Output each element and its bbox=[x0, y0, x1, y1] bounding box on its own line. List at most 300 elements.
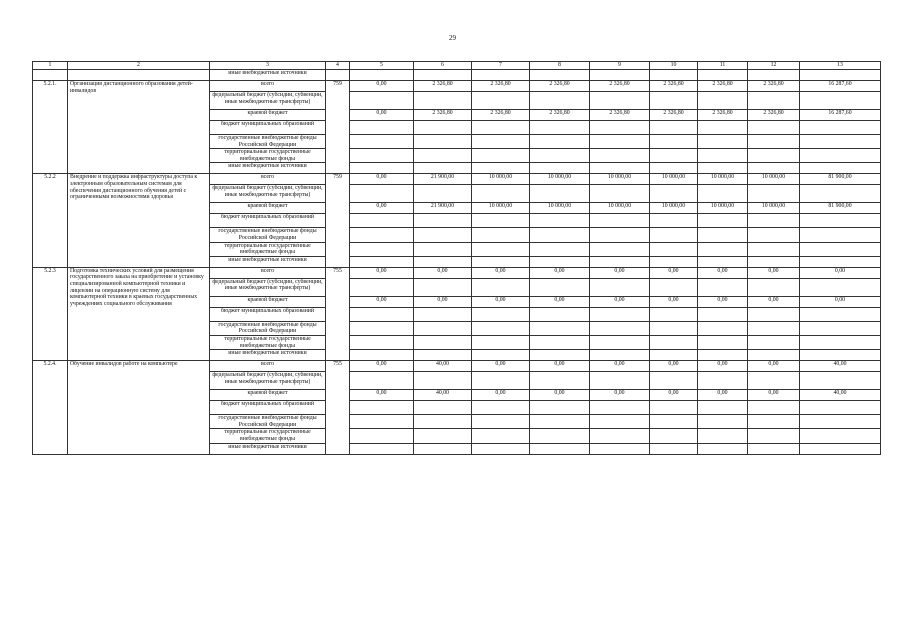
total-amount-cell bbox=[800, 135, 881, 149]
amount-cell bbox=[472, 163, 530, 174]
amount-cell bbox=[650, 135, 698, 149]
amount-cell bbox=[530, 228, 590, 242]
empty-cell bbox=[414, 70, 472, 81]
funding-source-label: территориальные государственные внебюджетные фонды bbox=[210, 149, 326, 163]
amount-cell bbox=[414, 321, 472, 335]
carry-over-row bbox=[33, 70, 881, 81]
amount-cell: 2 326,80 bbox=[698, 81, 748, 92]
amount-cell: 2 326,80 bbox=[414, 110, 472, 121]
amount-cell: 0,00 bbox=[530, 267, 590, 278]
amount-cell: 0,00 bbox=[748, 361, 800, 372]
amount-cell bbox=[748, 443, 800, 454]
administrator-code: 759 bbox=[326, 174, 350, 267]
amount-cell bbox=[530, 278, 590, 296]
amount-cell bbox=[698, 429, 748, 443]
amount-cell bbox=[414, 335, 472, 349]
amount-cell bbox=[350, 185, 414, 203]
amount-cell bbox=[530, 149, 590, 163]
amount-cell bbox=[650, 242, 698, 256]
amount-cell: 10 000,00 bbox=[472, 203, 530, 214]
amount-cell bbox=[350, 163, 414, 174]
amount-cell bbox=[590, 149, 650, 163]
empty-cell bbox=[590, 70, 650, 81]
amount-cell: 0,00 bbox=[472, 361, 530, 372]
total-amount-cell: 40,00 bbox=[800, 361, 881, 372]
amount-cell bbox=[650, 307, 698, 321]
funding-source-label: всего bbox=[210, 81, 326, 92]
funding-source-label: иные внебюджетные источники bbox=[210, 443, 326, 454]
amount-cell bbox=[590, 372, 650, 390]
measure-total-row bbox=[33, 174, 881, 185]
amount-cell: 0,00 bbox=[590, 267, 650, 278]
total-amount-cell bbox=[800, 321, 881, 335]
amount-cell bbox=[350, 443, 414, 454]
column-header: 4 bbox=[326, 62, 350, 70]
column-header: 9 bbox=[590, 62, 650, 70]
amount-cell bbox=[748, 92, 800, 110]
total-amount-cell: 16 287,60 bbox=[800, 110, 881, 121]
empty-cell bbox=[698, 70, 748, 81]
total-amount-cell bbox=[800, 149, 881, 163]
amount-cell bbox=[748, 242, 800, 256]
amount-cell bbox=[698, 121, 748, 135]
amount-cell: 0,00 bbox=[350, 174, 414, 185]
amount-cell bbox=[650, 214, 698, 228]
amount-cell bbox=[414, 350, 472, 361]
funding-source-label: иные внебюджетные источники bbox=[210, 350, 326, 361]
funding-source-label: краевой бюджет bbox=[210, 296, 326, 307]
amount-cell bbox=[530, 415, 590, 429]
funding-source-label: иные внебюджетные источники bbox=[210, 163, 326, 174]
amount-cell bbox=[590, 185, 650, 203]
measure-number: 5.2.3 bbox=[33, 267, 68, 360]
funding-source-label: территориальные государственные внебюджетные фонды bbox=[210, 429, 326, 443]
amount-cell bbox=[748, 149, 800, 163]
funding-source-label: бюджет муниципальных образований bbox=[210, 214, 326, 228]
column-header: 2 bbox=[68, 62, 210, 70]
column-header-row bbox=[33, 62, 881, 70]
amount-cell bbox=[472, 321, 530, 335]
amount-cell bbox=[650, 92, 698, 110]
amount-cell bbox=[698, 415, 748, 429]
total-amount-cell: 40,00 bbox=[800, 390, 881, 401]
amount-cell: 0,00 bbox=[748, 267, 800, 278]
empty-cell bbox=[650, 70, 698, 81]
empty-cell bbox=[68, 70, 210, 81]
amount-cell: 10 000,00 bbox=[650, 203, 698, 214]
amount-cell bbox=[590, 121, 650, 135]
total-amount-cell: 16 287,60 bbox=[800, 81, 881, 92]
funding-source-label: бюджет муниципальных образований bbox=[210, 401, 326, 415]
total-amount-cell bbox=[800, 415, 881, 429]
amount-cell: 10 000,00 bbox=[530, 174, 590, 185]
amount-cell bbox=[650, 321, 698, 335]
amount-cell: 10 000,00 bbox=[530, 203, 590, 214]
amount-cell: 0,00 bbox=[698, 361, 748, 372]
amount-cell bbox=[472, 443, 530, 454]
amount-cell bbox=[650, 372, 698, 390]
amount-cell bbox=[350, 135, 414, 149]
amount-cell: 0,00 bbox=[698, 296, 748, 307]
column-header: 10 bbox=[650, 62, 698, 70]
amount-cell bbox=[650, 149, 698, 163]
amount-cell bbox=[748, 121, 800, 135]
amount-cell bbox=[472, 92, 530, 110]
amount-cell bbox=[698, 256, 748, 267]
amount-cell bbox=[698, 185, 748, 203]
amount-cell bbox=[414, 429, 472, 443]
amount-cell bbox=[530, 372, 590, 390]
total-amount-cell bbox=[800, 401, 881, 415]
amount-cell bbox=[590, 443, 650, 454]
amount-cell: 2 326,80 bbox=[590, 81, 650, 92]
funding-source-label: государственные внебюджетные фонды Российской Федерации bbox=[210, 135, 326, 149]
amount-cell bbox=[350, 335, 414, 349]
amount-cell: 10 000,00 bbox=[698, 203, 748, 214]
amount-cell bbox=[350, 92, 414, 110]
total-amount-cell bbox=[800, 121, 881, 135]
funding-source-label: иные внебюджетные источники bbox=[210, 256, 326, 267]
total-amount-cell: 81 900,00 bbox=[800, 203, 881, 214]
amount-cell: 0,00 bbox=[350, 110, 414, 121]
amount-cell: 0,00 bbox=[472, 390, 530, 401]
amount-cell bbox=[590, 214, 650, 228]
administrator-code: 755 bbox=[326, 361, 350, 454]
total-amount-cell: 0,00 bbox=[800, 296, 881, 307]
total-amount-cell bbox=[800, 429, 881, 443]
amount-cell bbox=[698, 149, 748, 163]
amount-cell bbox=[748, 163, 800, 174]
amount-cell bbox=[350, 429, 414, 443]
empty-cell bbox=[33, 70, 68, 81]
amount-cell bbox=[472, 256, 530, 267]
amount-cell: 2 326,80 bbox=[590, 110, 650, 121]
amount-cell bbox=[414, 401, 472, 415]
amount-cell bbox=[414, 135, 472, 149]
total-amount-cell bbox=[800, 163, 881, 174]
measure-total-row bbox=[33, 361, 881, 372]
amount-cell bbox=[650, 256, 698, 267]
amount-cell bbox=[590, 401, 650, 415]
total-amount-cell bbox=[800, 307, 881, 321]
amount-cell bbox=[472, 135, 530, 149]
amount-cell: 0,00 bbox=[350, 267, 414, 278]
funding-source-label: краевой бюджет bbox=[210, 390, 326, 401]
amount-cell bbox=[698, 228, 748, 242]
amount-cell: 10 000,00 bbox=[590, 203, 650, 214]
amount-cell: 0,00 bbox=[414, 296, 472, 307]
amount-cell bbox=[350, 415, 414, 429]
total-amount-cell bbox=[800, 185, 881, 203]
amount-cell: 40,00 bbox=[414, 361, 472, 372]
amount-cell bbox=[530, 350, 590, 361]
amount-cell: 10 000,00 bbox=[698, 174, 748, 185]
amount-cell bbox=[748, 429, 800, 443]
empty-cell bbox=[748, 70, 800, 81]
amount-cell bbox=[414, 228, 472, 242]
column-header: 5 bbox=[350, 62, 414, 70]
amount-cell bbox=[698, 372, 748, 390]
amount-cell bbox=[650, 429, 698, 443]
amount-cell bbox=[530, 335, 590, 349]
total-amount-cell bbox=[800, 242, 881, 256]
measure-total-row bbox=[33, 267, 881, 278]
amount-cell bbox=[748, 415, 800, 429]
measure-name: Организация дистанционного образования детей-инвалидов bbox=[68, 81, 210, 174]
amount-cell bbox=[650, 350, 698, 361]
amount-cell bbox=[530, 92, 590, 110]
amount-cell: 0,00 bbox=[698, 267, 748, 278]
amount-cell bbox=[414, 163, 472, 174]
amount-cell: 0,00 bbox=[472, 267, 530, 278]
funding-source-label: государственные внебюджетные фонды Российской Федерации bbox=[210, 415, 326, 429]
amount-cell: 0,00 bbox=[350, 361, 414, 372]
amount-cell bbox=[650, 443, 698, 454]
amount-cell: 10 000,00 bbox=[472, 174, 530, 185]
amount-cell: 0,00 bbox=[414, 267, 472, 278]
column-header: 1 bbox=[33, 62, 68, 70]
funding-source-label: федеральный бюджет (субсидии, субвенции, иные межбюджетные трансферты) bbox=[210, 278, 326, 296]
amount-cell bbox=[530, 242, 590, 256]
amount-cell bbox=[698, 214, 748, 228]
amount-cell: 21 900,00 bbox=[414, 203, 472, 214]
funding-source-label: краевой бюджет bbox=[210, 203, 326, 214]
funding-source-label: бюджет муниципальных образований bbox=[210, 121, 326, 135]
amount-cell: 10 000,00 bbox=[590, 174, 650, 185]
amount-cell: 0,00 bbox=[350, 81, 414, 92]
amount-cell bbox=[748, 214, 800, 228]
amount-cell: 0,00 bbox=[472, 296, 530, 307]
funding-source-label: территориальные государственные внебюджетные фонды bbox=[210, 335, 326, 349]
amount-cell bbox=[472, 278, 530, 296]
amount-cell: 2 326,80 bbox=[748, 110, 800, 121]
total-amount-cell: 81 900,00 bbox=[800, 174, 881, 185]
amount-cell bbox=[590, 429, 650, 443]
amount-cell: 40,00 bbox=[414, 390, 472, 401]
amount-cell: 2 326,80 bbox=[414, 81, 472, 92]
amount-cell bbox=[350, 372, 414, 390]
amount-cell: 0,00 bbox=[748, 390, 800, 401]
funding-source-label: федеральный бюджет (субсидии, субвенции, иные межбюджетные трансферты) bbox=[210, 185, 326, 203]
amount-cell bbox=[350, 242, 414, 256]
amount-cell bbox=[590, 92, 650, 110]
amount-cell bbox=[698, 321, 748, 335]
amount-cell bbox=[650, 278, 698, 296]
amount-cell: 21 900,00 bbox=[414, 174, 472, 185]
total-amount-cell bbox=[800, 256, 881, 267]
total-amount-cell: 0,00 bbox=[800, 267, 881, 278]
funding-source-label: бюджет муниципальных образований bbox=[210, 307, 326, 321]
amount-cell bbox=[590, 307, 650, 321]
administrator-code: 755 bbox=[326, 267, 350, 360]
total-amount-cell bbox=[800, 443, 881, 454]
amount-cell bbox=[650, 401, 698, 415]
column-header: 12 bbox=[748, 62, 800, 70]
amount-cell: 0,00 bbox=[530, 361, 590, 372]
amount-cell bbox=[472, 335, 530, 349]
amount-cell bbox=[530, 135, 590, 149]
amount-cell bbox=[748, 135, 800, 149]
amount-cell bbox=[748, 307, 800, 321]
amount-cell: 2 326,80 bbox=[472, 81, 530, 92]
funding-source-label: федеральный бюджет (субсидии, субвенции, иные межбюджетные трансферты) bbox=[210, 372, 326, 390]
amount-cell bbox=[748, 321, 800, 335]
total-amount-cell bbox=[800, 372, 881, 390]
amount-cell bbox=[748, 350, 800, 361]
amount-cell bbox=[650, 163, 698, 174]
amount-cell bbox=[650, 228, 698, 242]
amount-cell bbox=[698, 242, 748, 256]
amount-cell bbox=[530, 121, 590, 135]
empty-cell bbox=[530, 70, 590, 81]
amount-cell bbox=[650, 185, 698, 203]
amount-cell bbox=[530, 443, 590, 454]
amount-cell bbox=[472, 121, 530, 135]
amount-cell: 2 326,80 bbox=[530, 110, 590, 121]
amount-cell: 0,00 bbox=[350, 296, 414, 307]
measure-name: Подготовка технических условий для размещения государственного заказа на приобретение и установку специализированной компьютерной техники и лицензии на операционную систему для компьютерной техники в краевых государственных учреждениях социального обслуживания bbox=[68, 267, 210, 360]
amount-cell bbox=[698, 401, 748, 415]
amount-cell bbox=[748, 278, 800, 296]
amount-cell: 2 326,80 bbox=[530, 81, 590, 92]
amount-cell bbox=[590, 256, 650, 267]
amount-cell bbox=[590, 350, 650, 361]
total-amount-cell bbox=[800, 335, 881, 349]
amount-cell bbox=[350, 350, 414, 361]
amount-cell bbox=[530, 256, 590, 267]
empty-cell bbox=[472, 70, 530, 81]
funding-source-label: всего bbox=[210, 267, 326, 278]
amount-cell bbox=[472, 429, 530, 443]
amount-cell bbox=[698, 307, 748, 321]
amount-cell bbox=[350, 214, 414, 228]
amount-cell bbox=[530, 163, 590, 174]
amount-cell bbox=[350, 401, 414, 415]
amount-cell bbox=[414, 278, 472, 296]
amount-cell bbox=[650, 121, 698, 135]
amount-cell: 0,00 bbox=[350, 390, 414, 401]
amount-cell bbox=[590, 415, 650, 429]
amount-cell bbox=[590, 135, 650, 149]
funding-source-label: всего bbox=[210, 361, 326, 372]
amount-cell bbox=[472, 242, 530, 256]
amount-cell: 0,00 bbox=[650, 296, 698, 307]
amount-cell: 0,00 bbox=[530, 296, 590, 307]
measure-total-row bbox=[33, 81, 881, 92]
empty-cell bbox=[800, 70, 881, 81]
amount-cell: 0,00 bbox=[590, 296, 650, 307]
amount-cell: 2 326,80 bbox=[748, 81, 800, 92]
amount-cell bbox=[414, 121, 472, 135]
measure-number: 5.2.2 bbox=[33, 174, 68, 267]
amount-cell bbox=[472, 149, 530, 163]
amount-cell bbox=[530, 429, 590, 443]
amount-cell bbox=[650, 415, 698, 429]
amount-cell: 2 326,80 bbox=[698, 110, 748, 121]
total-amount-cell bbox=[800, 278, 881, 296]
funding-source-label: государственные внебюджетные фонды Российской Федерации bbox=[210, 228, 326, 242]
amount-cell bbox=[472, 372, 530, 390]
amount-cell bbox=[698, 135, 748, 149]
amount-cell: 0,00 bbox=[350, 203, 414, 214]
amount-cell: 10 000,00 bbox=[748, 174, 800, 185]
amount-cell bbox=[748, 401, 800, 415]
amount-cell: 2 326,80 bbox=[650, 110, 698, 121]
amount-cell: 10 000,00 bbox=[748, 203, 800, 214]
amount-cell bbox=[472, 350, 530, 361]
column-header: 3 bbox=[210, 62, 326, 70]
measure-number: 5.2.1. bbox=[33, 81, 68, 174]
amount-cell bbox=[350, 149, 414, 163]
total-amount-cell bbox=[800, 92, 881, 110]
amount-cell: 0,00 bbox=[698, 390, 748, 401]
amount-cell: 10 000,00 bbox=[650, 174, 698, 185]
total-amount-cell bbox=[800, 214, 881, 228]
amount-cell bbox=[414, 92, 472, 110]
amount-cell bbox=[748, 228, 800, 242]
column-header: 8 bbox=[530, 62, 590, 70]
amount-cell bbox=[350, 121, 414, 135]
amount-cell bbox=[590, 321, 650, 335]
amount-cell bbox=[748, 335, 800, 349]
measure-number: 5.2.4. bbox=[33, 361, 68, 454]
amount-cell: 0,00 bbox=[650, 267, 698, 278]
amount-cell bbox=[698, 443, 748, 454]
amount-cell bbox=[698, 278, 748, 296]
amount-cell bbox=[414, 242, 472, 256]
amount-cell bbox=[590, 335, 650, 349]
amount-cell bbox=[414, 185, 472, 203]
amount-cell bbox=[530, 401, 590, 415]
amount-cell bbox=[350, 278, 414, 296]
amount-cell bbox=[698, 92, 748, 110]
total-amount-cell bbox=[800, 228, 881, 242]
amount-cell bbox=[590, 278, 650, 296]
amount-cell bbox=[590, 163, 650, 174]
amount-cell bbox=[472, 415, 530, 429]
funding-source-label: иные внебюджетные источники bbox=[210, 70, 326, 81]
amount-cell bbox=[530, 307, 590, 321]
amount-cell bbox=[698, 335, 748, 349]
amount-cell bbox=[472, 307, 530, 321]
amount-cell bbox=[414, 149, 472, 163]
amount-cell bbox=[472, 401, 530, 415]
amount-cell bbox=[350, 228, 414, 242]
amount-cell bbox=[698, 350, 748, 361]
amount-cell bbox=[350, 321, 414, 335]
amount-cell bbox=[350, 307, 414, 321]
amount-cell bbox=[414, 372, 472, 390]
amount-cell: 0,00 bbox=[650, 361, 698, 372]
empty-cell bbox=[326, 70, 350, 81]
amount-cell bbox=[414, 214, 472, 228]
amount-cell bbox=[698, 163, 748, 174]
amount-cell bbox=[590, 228, 650, 242]
column-header: 6 bbox=[414, 62, 472, 70]
funding-source-label: территориальные государственные внебюджетные фонды bbox=[210, 242, 326, 256]
column-header: 13 bbox=[800, 62, 881, 70]
column-header: 11 bbox=[698, 62, 748, 70]
funding-source-label: краевой бюджет bbox=[210, 110, 326, 121]
amount-cell: 0,00 bbox=[590, 361, 650, 372]
measure-name: Обучение инвалидов работе на компьютере bbox=[68, 361, 210, 454]
funding-source-label: государственные внебюджетные фонды Российской Федерации bbox=[210, 321, 326, 335]
total-amount-cell bbox=[800, 350, 881, 361]
amount-cell bbox=[748, 256, 800, 267]
column-header: 7 bbox=[472, 62, 530, 70]
amount-cell bbox=[414, 307, 472, 321]
amount-cell bbox=[650, 335, 698, 349]
